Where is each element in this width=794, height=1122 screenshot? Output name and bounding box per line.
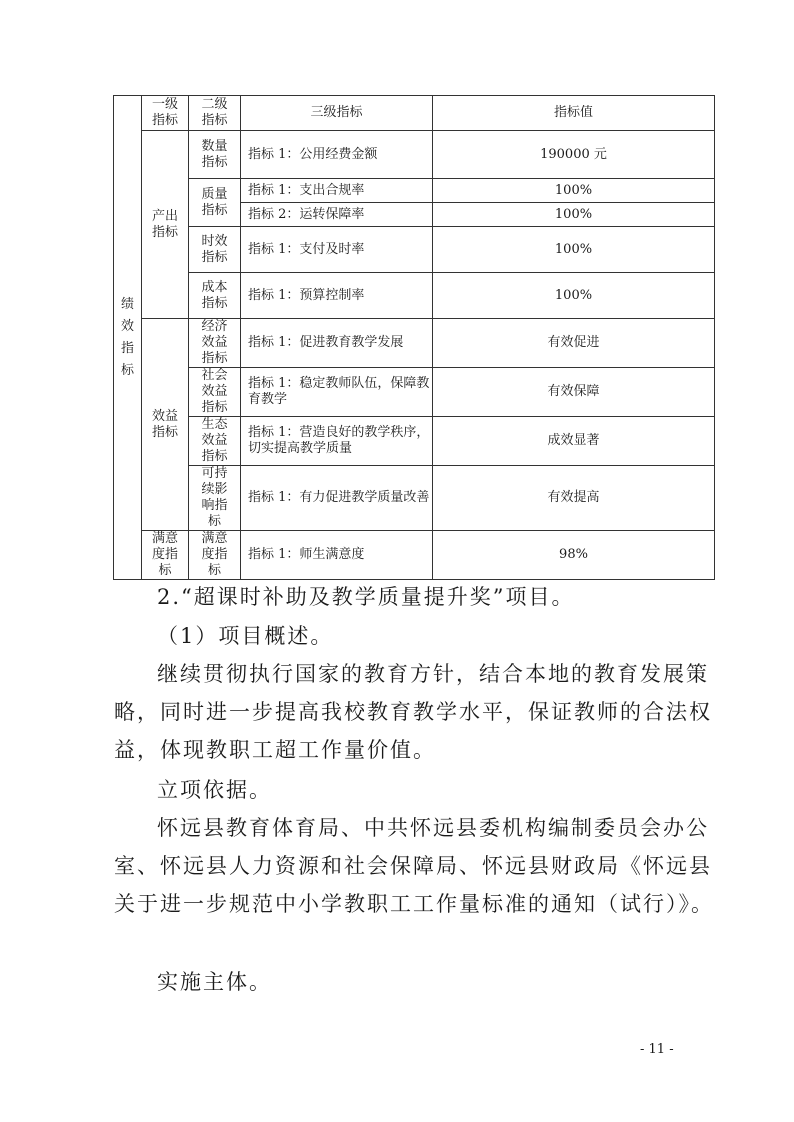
value-cell: 有效促进: [433, 319, 715, 368]
economic-label: 经济效益指标: [189, 319, 241, 368]
value-cell: 100%: [433, 179, 715, 203]
indicator-cell: 指标 2：运转保障率: [241, 203, 433, 227]
value-cell: 100%: [433, 273, 715, 319]
page-number: - 11 -: [640, 1042, 674, 1057]
value-cell: 有效提高: [433, 466, 715, 531]
header-level3: 三级指标: [241, 96, 433, 131]
quantity-label: 数量指标: [189, 131, 241, 179]
social-label: 社会效益指标: [189, 368, 241, 417]
value-cell: 98%: [433, 531, 715, 580]
value-cell: 100%: [433, 227, 715, 273]
timeliness-label: 时效指标: [189, 227, 241, 273]
header-value: 指标值: [433, 96, 715, 131]
benefit-label: 效益指标: [142, 319, 189, 531]
sustainable-label: 可持续影响指标: [189, 466, 241, 531]
quality-label: 质量指标: [189, 179, 241, 227]
indicator-cell: 指标 1：有力促进教学质量改善: [241, 466, 433, 531]
indicator-cell: 指标 1：促进教育教学发展: [241, 319, 433, 368]
indicator-cell: 指标 1：稳定教师队伍，保障教育教学: [241, 368, 433, 417]
performance-indicator-table: [113, 95, 715, 580]
header-level1: 一级指标: [142, 96, 189, 131]
header-level2: 二级指标: [189, 96, 241, 131]
indicator-cell: 指标 1：营造良好的教学秩序，切实提高教学质量: [241, 417, 433, 466]
indicator-cell: 指标 1：支出合规率: [241, 179, 433, 203]
value-cell: 100%: [433, 203, 715, 227]
indicator-cell: 指标 1：公用经费金额: [241, 131, 433, 179]
indicator-cell: 指标 1：支付及时率: [241, 227, 433, 273]
output-label: 产出指标: [142, 131, 189, 319]
cost-label: 成本指标: [189, 273, 241, 319]
indicator-cell: 指标 1：师生满意度: [241, 531, 433, 580]
ecological-label: 生态效益指标: [189, 417, 241, 466]
value-cell: 成效显著: [433, 417, 715, 466]
satisfaction-sub-label: 满意度指标: [189, 531, 241, 580]
value-cell: 有效保障: [433, 368, 715, 417]
satisfaction-label: 满意度指标: [142, 531, 189, 580]
indicator-cell: 指标 1：预算控制率: [241, 273, 433, 319]
value-cell: 190000 元: [433, 131, 715, 179]
category-cell: 绩效指标: [114, 96, 142, 580]
